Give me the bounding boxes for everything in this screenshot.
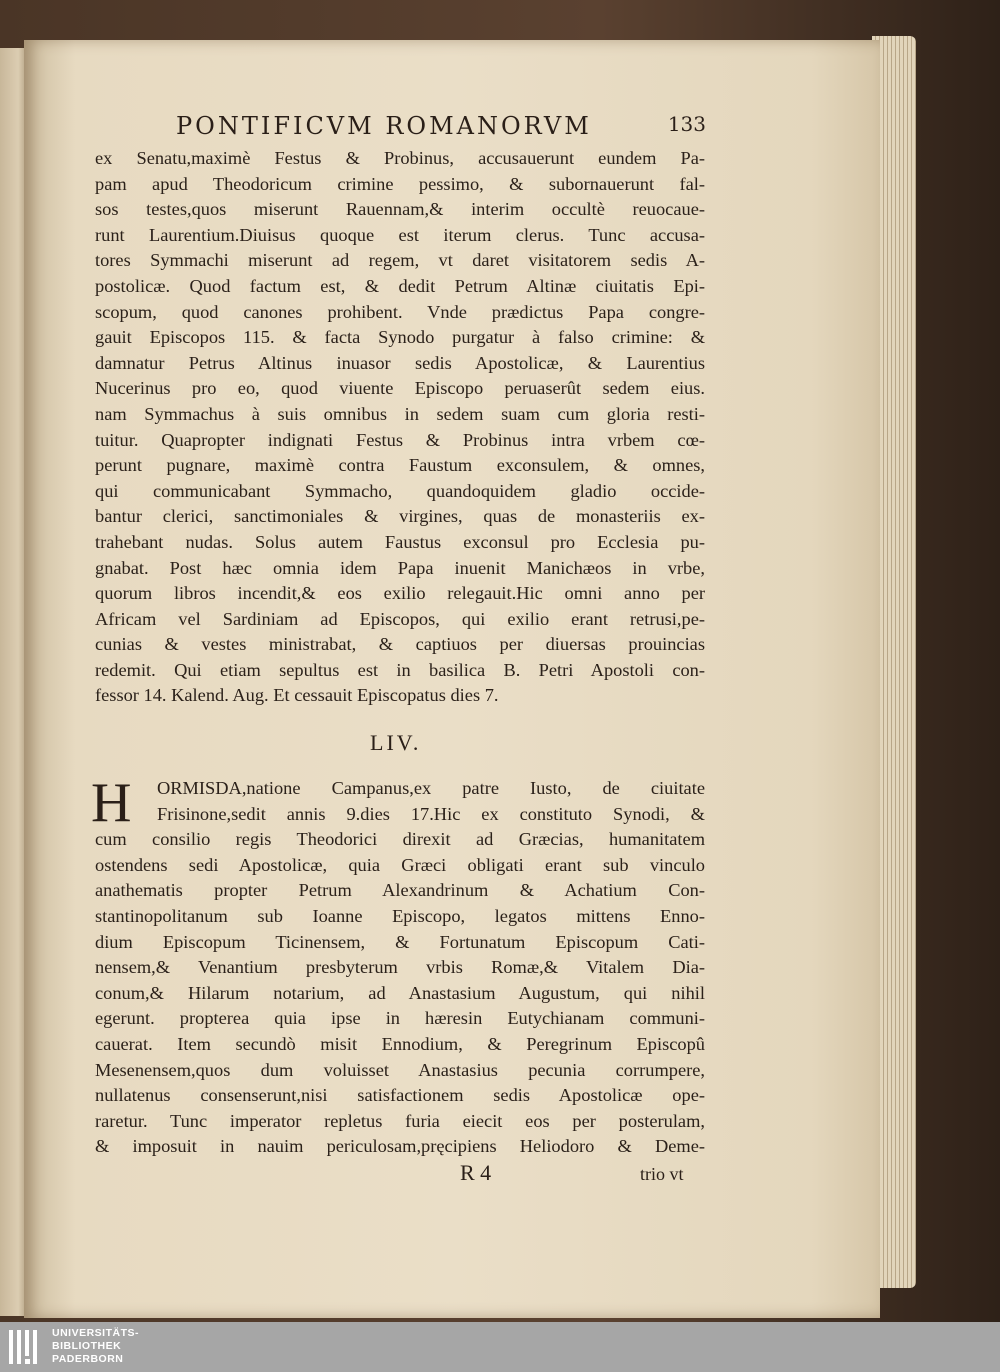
paragraph-two: [91, 772, 705, 1160]
text-line: ostendens sedi Apostolicæ, quia Græci obligati erant sub vinculo: [95, 854, 705, 875]
text-line: bantur clerici, sanctimoniales & virgines, quas de monasteriis ex-: [95, 506, 705, 527]
signature-mark: R 4: [460, 1160, 492, 1185]
page-number: 133: [667, 112, 706, 136]
text-line: cunias & vestes ministrabat, & captiuos per diuersas prouincias: [95, 634, 705, 655]
text-line: postolicæ. Quod factum est, & dedit Petrum Altinæ ciuitatis Epi-: [95, 275, 705, 296]
drop-cap: H: [91, 772, 132, 834]
text-line: egerunt. propterea quia ipse in hæresin Eutychianam communi-: [95, 1008, 705, 1029]
text-line: nensem,& Venantium presbyterum vrbis Romæ,& Vitalem Dia-: [95, 957, 705, 978]
text-line: conum,& Hilarum notarium, ad Anastasium Augustum, qui nihil: [95, 982, 705, 1003]
library-footer-bar: [0, 1322, 1000, 1372]
text-line: runt Laurentium.Diuisus quoque est iterum clerus. Tunc accusa-: [95, 224, 705, 245]
text-line: Nucerinus pro eo, quod viuente Episcopo peruaserût sedem eius.: [95, 378, 705, 399]
text-line: redemit. Qui etiam sepultus est in basilica B. Petri Apostoli con-: [95, 659, 705, 680]
library-logo-text: [52, 1327, 139, 1366]
text-line: ORMISDA,natione Campanus,ex patre Iusto, de ciuitate: [157, 778, 705, 798]
text-line: fessor 14. Kalend. Aug. Et cessauit Episcopatus dies 7.: [95, 685, 499, 706]
text-line: nullatenus consenserunt,nisi satisfactionem sedis Apostolicæ ope-: [95, 1085, 705, 1106]
text-line: tuitur. Quapropter indignati Festus & Probinus intra vrbem cœ-: [95, 429, 705, 450]
text-line: scopum, quod canones prohibent. Vnde prædictus Papa congre-: [95, 301, 705, 322]
text-line: nam Symmachus à suis omnibus in sedem suam cum gloria resti-: [95, 403, 705, 424]
text-line: gnabat. Post hæc omnia idem Papa inuenit Manichæos in vrbe,: [95, 557, 705, 578]
text-line: cum consilio regis Theodorici direxit ad Græcias, humanitatem: [95, 829, 705, 850]
text-line: & imposuit in nauim periculosam,pręcipiens Heliodoro & Deme-: [95, 1136, 705, 1157]
section-heading: LIV.: [370, 730, 422, 755]
library-logo-icon: [8, 1328, 42, 1366]
text-line: anathematis propter Petrum Alexandrinum & Achatium Con-: [95, 880, 705, 901]
paragraph-two-lines: [95, 827, 705, 1160]
text-line: raretur. Tunc imperator repletus furia eiecit eos per posterulam,: [95, 1110, 705, 1131]
text-line: ex Senatu,maximè Festus & Probinus, accusauerunt eundem Pa-: [95, 148, 705, 168]
text-line: qui communicabant Symmacho, quandoquidem gladio occide-: [95, 480, 705, 501]
text-line: stantinopolitanum sub Ioanne Episcopo, legatos mittens Enno-: [95, 905, 705, 926]
text-line: perunt pugnare, maximè contra Faustum exconsulem, & omnes,: [95, 455, 705, 476]
text-line: Africam vel Sardiniam ad Episcopos, qui exilio erant retrusi,pe-: [95, 608, 705, 629]
logo-line: PADERBORN: [52, 1353, 124, 1365]
catchword: trio vt: [640, 1164, 684, 1184]
paragraph-one: [95, 146, 705, 709]
text-line: quorum libros incendit,& eos exilio relegauit.Hic omni anno per: [95, 583, 705, 604]
left-page-edge: [0, 48, 26, 1316]
text-line: dium Episcopum Ticinensem, & Fortunatum Episcopum Cati-: [95, 931, 705, 952]
text-line: damnatur Petrus Altinus inuasor sedis Apostolicæ, & Laurentius: [95, 352, 705, 373]
running-head-title: PONTIFICVM ROMANORVM: [176, 112, 592, 140]
running-head: [176, 112, 706, 144]
text-line: Mesenensem,quos dum voluisset Anastasius pecunia corrumpere,: [95, 1059, 705, 1080]
text-line: cauerat. Item secundò misit Ennodium, & Peregrinum Episcopû: [95, 1033, 705, 1054]
text-line: tores Symmachi miserunt ad regem, vt daret visitatorem sedis A-: [95, 250, 705, 271]
logo-line: UNIVERSITÄTS-: [52, 1327, 140, 1339]
text-line: sos testes,quos miserunt Rauennam,& interim occultè reuocaue-: [95, 199, 705, 220]
text-line: Frisinone,sedit annis 9.dies 17.Hic ex constituto Synodi, &: [157, 803, 705, 824]
text-line: pam apud Theodoricum crimine pessimo, & subornauerunt fal-: [95, 173, 705, 194]
text-line: gauit Episcopos 115. & facta Synodo purgatur à falso crimine: &: [95, 327, 705, 348]
text-line: trahebant nudas. Solus autem Faustus exconsul pro Ecclesia pu-: [95, 531, 705, 552]
logo-line: BIBLIOTHEK: [52, 1340, 122, 1352]
